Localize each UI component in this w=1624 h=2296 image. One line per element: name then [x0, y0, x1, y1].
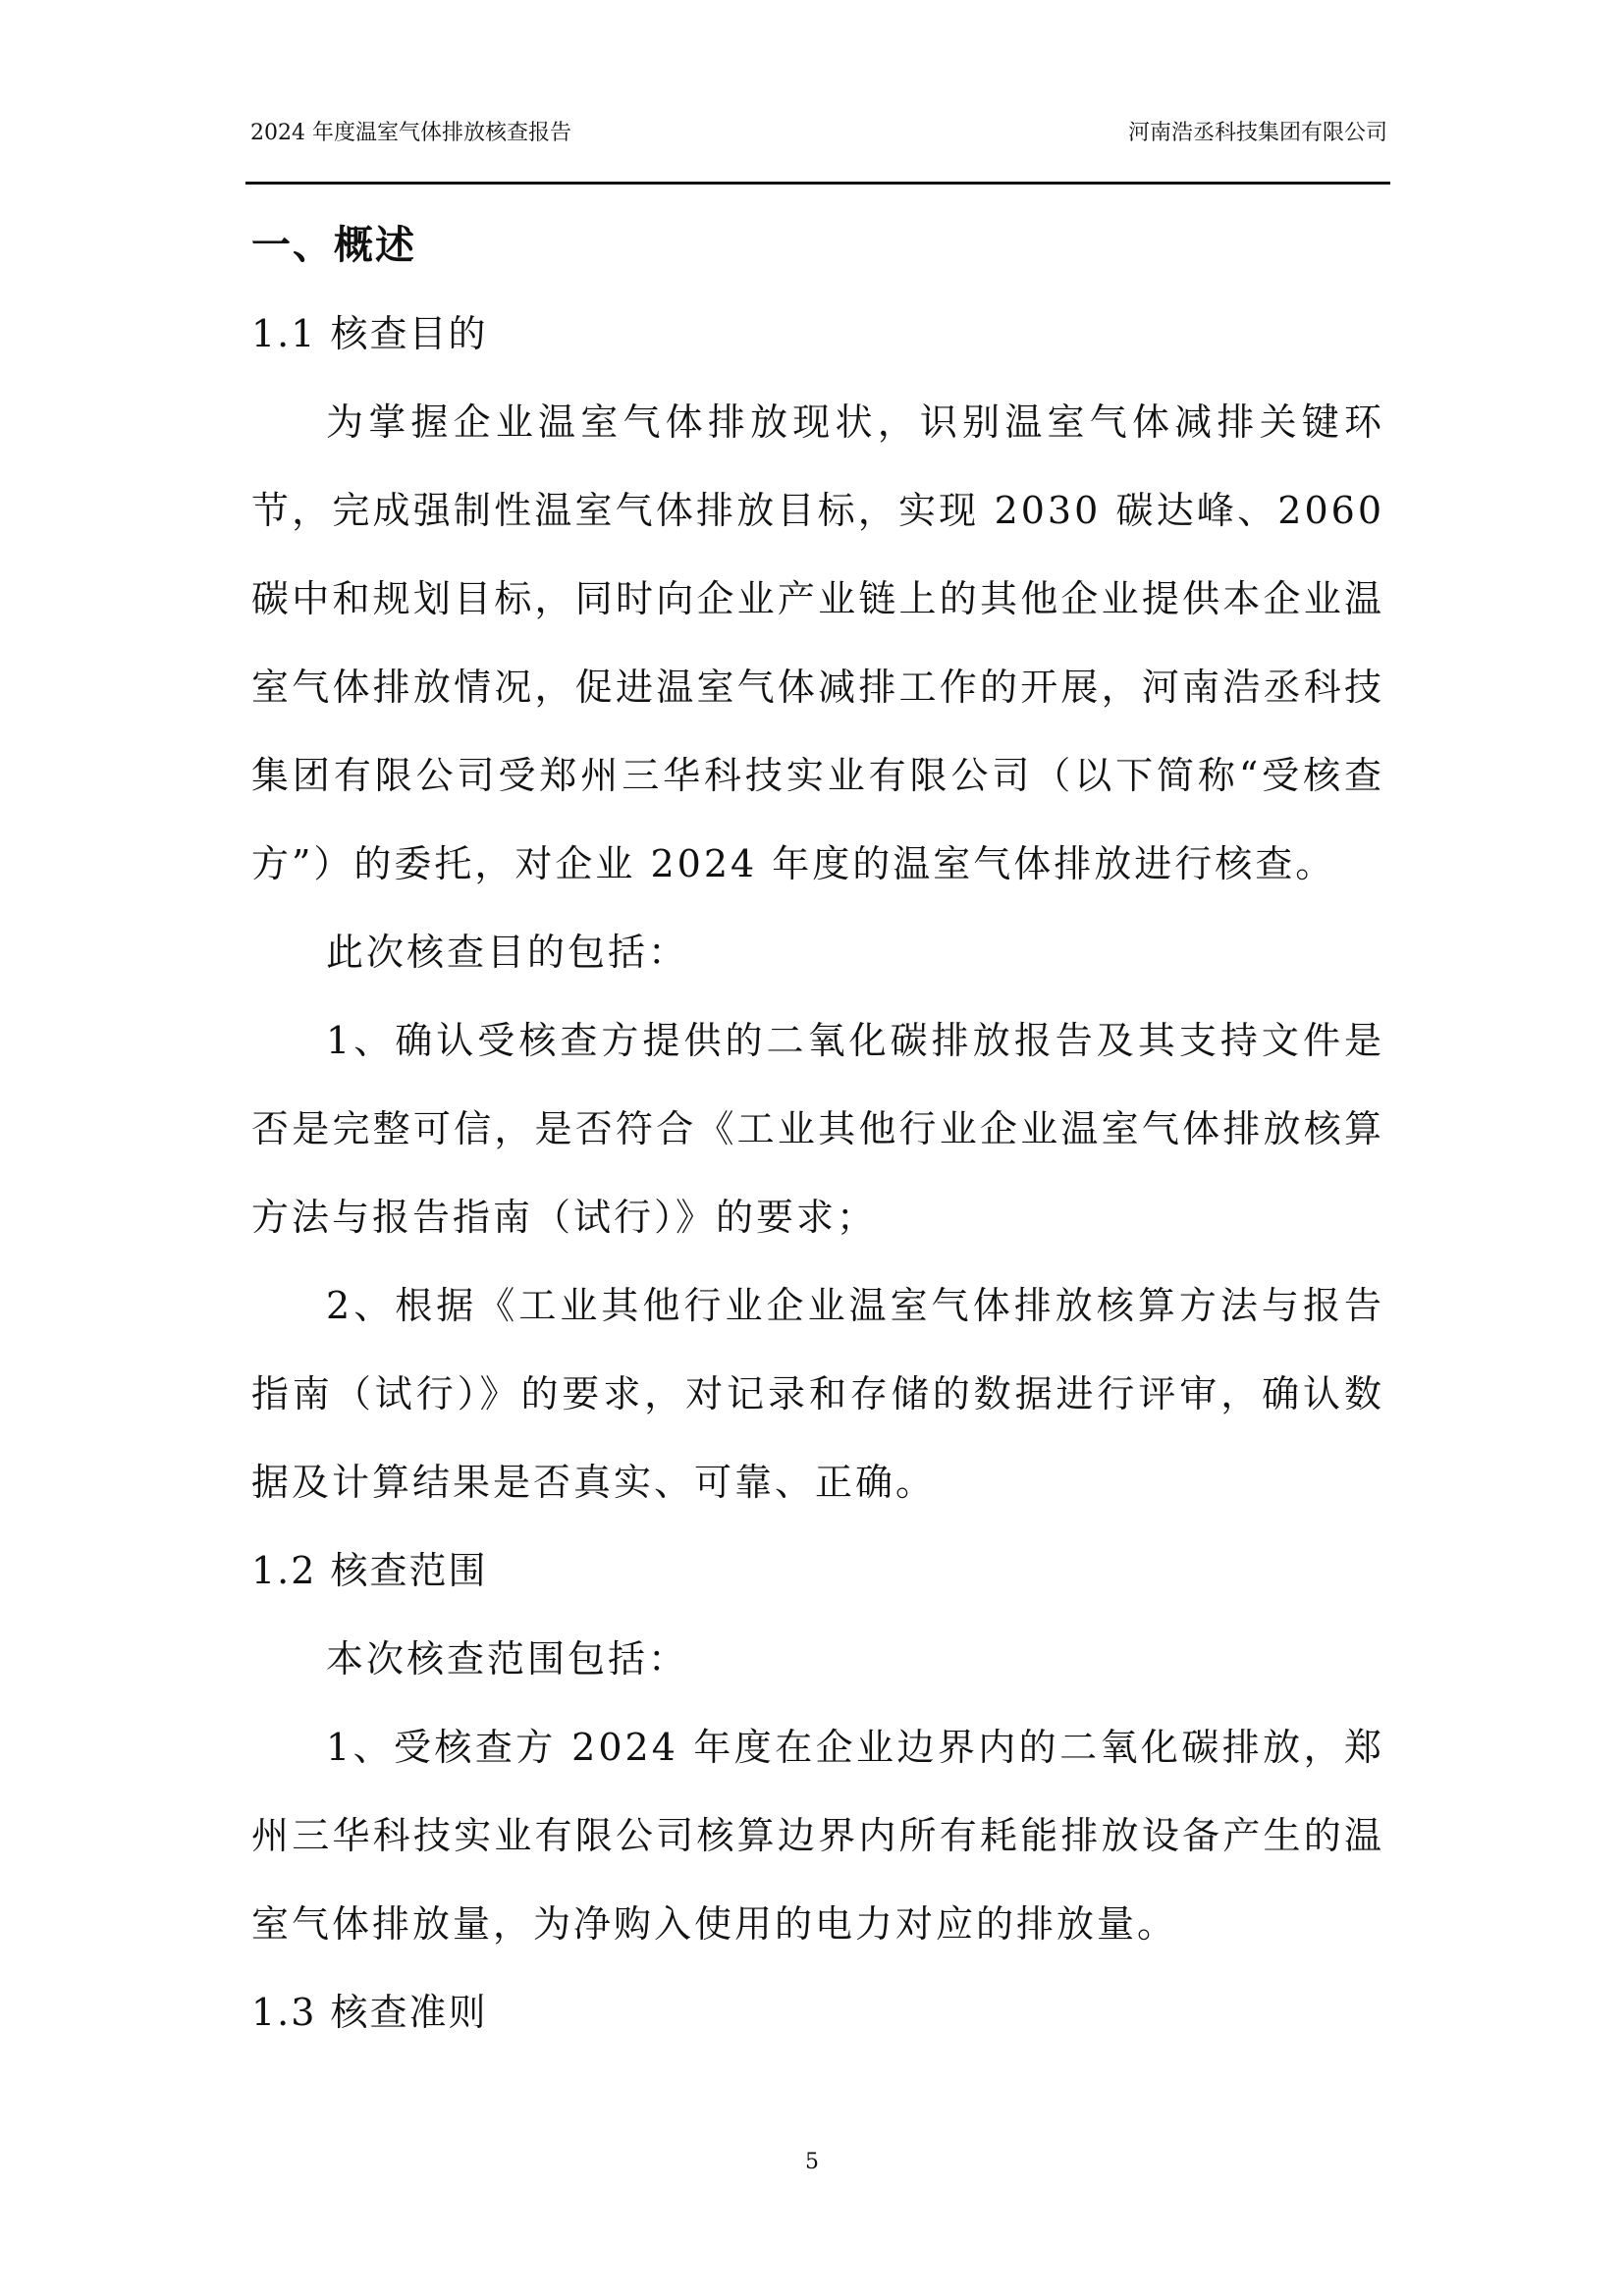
purpose-paragraph-4: 2、根据《工业其他行业企业温室气体排放核算方法与报告指南（试行）》的要求，对记录和存储的数据进行评审，确认数据及计算结果是否真实、可靠、正确。: [251, 1284, 1384, 1504]
purpose-paragraph-3: 1、确认受核查方提供的二氧化碳排放报告及其支持文件是否是完整可信，是否符合《工业其他行业企业温室气体排放核算方法与报告指南（试行）》的要求；: [251, 1019, 1384, 1239]
scope-paragraph-2: 1、受核查方 2024 年度在企业边界内的二氧化碳排放，郑州三华科技实业有限公司核算边界内所有耗能排放设备产生的温室气体排放量，为净购入使用的电力对应的排放量。: [251, 1726, 1384, 1946]
page-header: [250, 116, 1387, 151]
purpose-paragraph-2: 此次核查目的包括：: [326, 931, 689, 974]
subsection-title-scope: 1.2 核查范围: [251, 1549, 488, 1592]
scope-paragraph-1: 本次核查范围包括：: [326, 1637, 689, 1681]
page-content: [251, 201, 1384, 2056]
header-company-name: 河南浩丞科技集团有限公司: [1127, 121, 1387, 145]
subsection-title-criteria: 1.3 核查准则: [251, 1991, 488, 2034]
subsection-title-purpose: 1.1 核查目的: [251, 312, 488, 355]
section-title: 一、概述: [251, 222, 416, 268]
page-number: 5: [805, 2150, 819, 2174]
header-report-title: 2024 年度温室气体排放核查报告: [250, 121, 571, 145]
purpose-paragraph-1: 为掌握企业温室气体排放现状，识别温室气体减排关键环节，完成强制性温室气体排放目标，实现 2030 碳达峰、2060 碳中和规划目标，同时向企业产业链上的其他企业提供本企业温室气体排放情况，促进温室气体减排工作的开展，河南浩丞科技集团有限公司受郑州三华科技实业有限公司（以下简称“受核查方”）的委托，对企业 2024 年度的温室气体排放进行核查。: [251, 400, 1384, 885]
header-divider: [245, 182, 1390, 185]
